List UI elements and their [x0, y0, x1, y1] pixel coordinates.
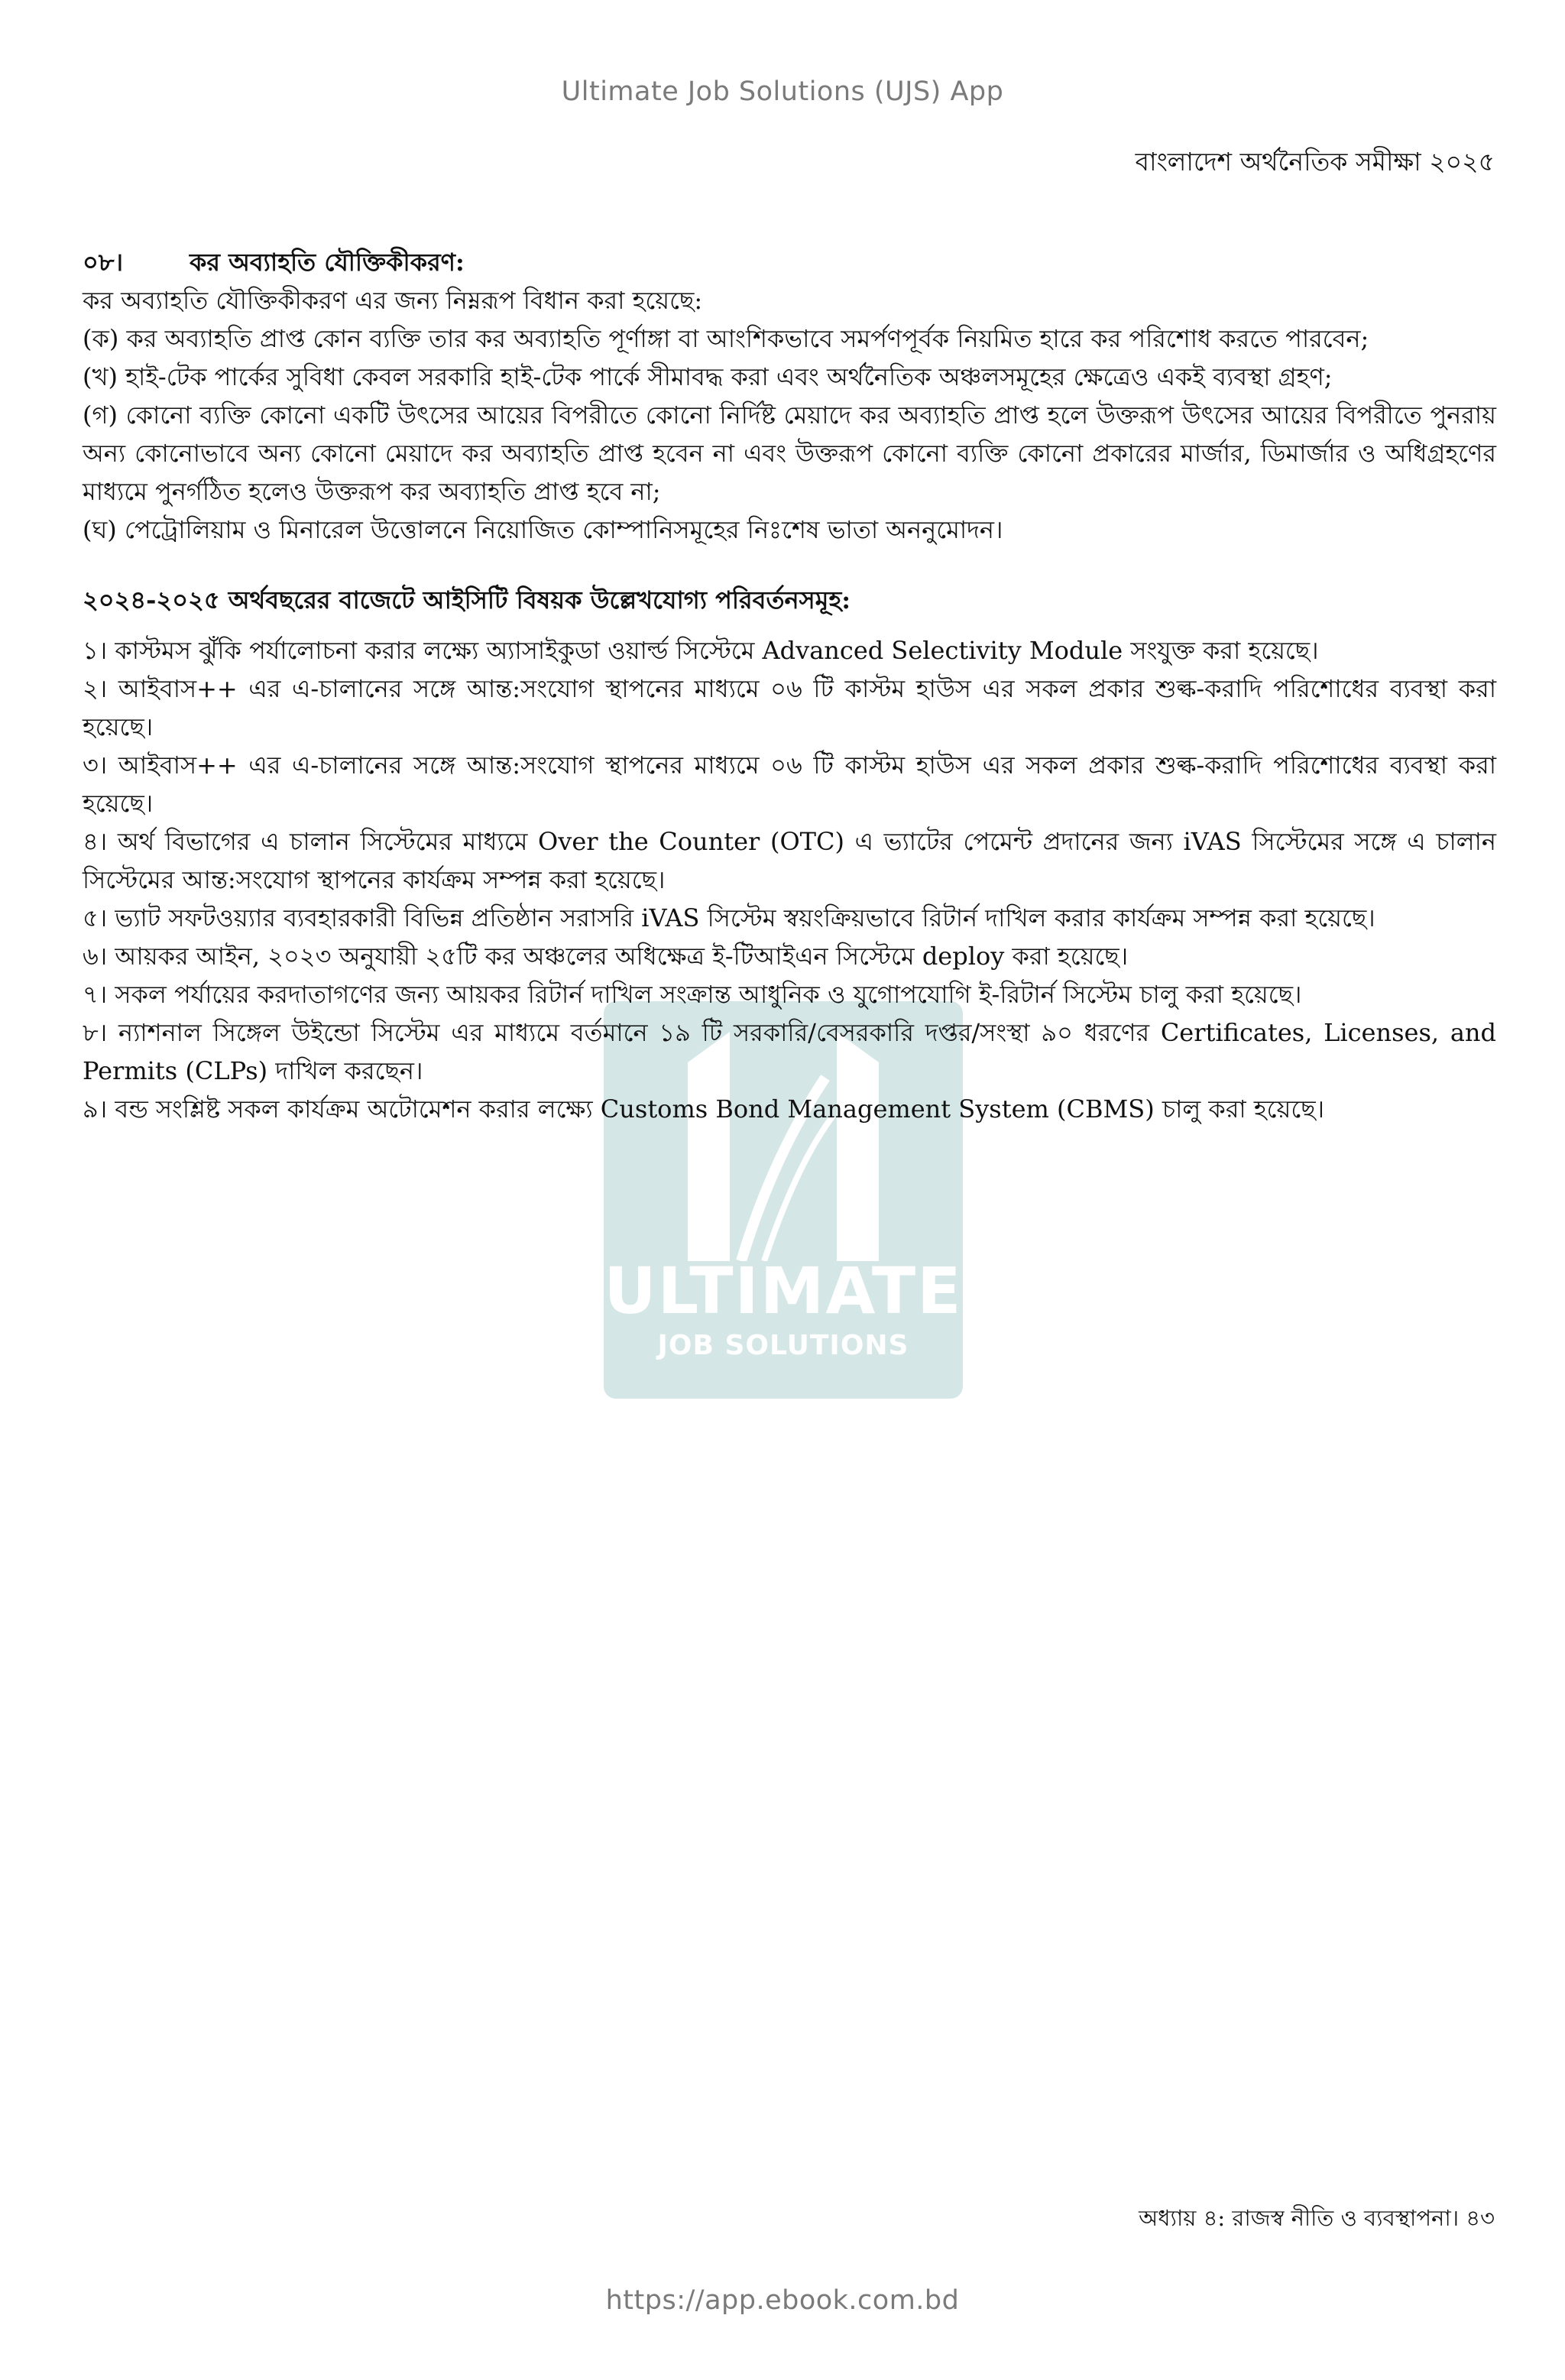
- section-item-gha: (ঘ) পেট্রোলিয়াম ও মিনারেল উত্তোলনে নিয়োজিত কোম্পানিসমূহের নিঃশেষ ভাতা অননুমোদন।: [83, 515, 1003, 544]
- ict-item-1: ১। কাস্টমস ঝুঁকি পর্যালোচনা করার লক্ষ্যে অ্যাসাইকুডা ওয়ার্ল্ড সিস্টেমে Advanced Selectivity Module সংযুক্ত করা হয়েছে।: [83, 636, 1319, 665]
- section-intro: কর অব্যাহতি যৌক্তিকীকরণ এর জন্য নিম্নরূপ বিধান করা হয়েছে:: [83, 286, 703, 315]
- document-header: বাংলাদেশ অর্থনৈতিক সমীক্ষা ২০২৫: [1135, 147, 1495, 177]
- section-item-ka: (ক) কর অব্যাহতি প্রাপ্ত কোন ব্যক্তি তার কর অব্যাহতি পূর্ণাঙ্গা বা আংশিকভাবে সমর্পণপূর্বক নিয়মিত হারে কর পরিশোধ করতে পারবেন;: [83, 324, 1369, 353]
- spacer: [83, 549, 1496, 564]
- ict-item-7: ৭। সকল পর্যায়ের করদাতাগণের জন্য আয়কর রিটার্ন দাখিল সংক্রান্ত আধুনিক ও যুগোপযোগি ই-রিটার্ন সিস্টেম চালু করা হয়েছে।: [83, 980, 1302, 1009]
- ict-item-5: ৫। ভ্যাট সফটওয়্যার ব্যবহারকারী বিভিন্ন প্রতিষ্ঠান সরাসরি iVAS সিস্টেম স্বয়ংক্রিয়ভাবে রিটার্ন দাখিল করার কার্যক্রম সম্পন্ন করা হয়েছে।: [83, 903, 1375, 932]
- section-title: কর অব্যাহতি যৌক্তিকীকরণ:: [190, 248, 465, 277]
- section-number: ০৮।: [83, 248, 124, 277]
- section-item-ga: (গ) কোনো ব্যক্তি কোনো একটি উৎসের আয়ের বিপরীতে কোনো নির্দিষ্ট মেয়াদে কর অব্যাহতি প্রাপ্ত হলে উক্তরূপ উৎসের আয়ের বিপরীতে পুনরায় অন্য কোনোভাবে অন্য কোনো মেয়াদে কর অব্যাহতি প্রাপ্ত হবেন না এবং উক্তরূপ কোনো ব্যক্তি কোনো প্রকারের মার্জার, ডিমার্জার ও অধিগ্রহণের মাধ্যমে পুনর্গঠিত হলেও উক্তরূপ কর অব্যাহতি প্রাপ্ত হবে না;: [83, 400, 1496, 506]
- ict-item-8: ৮। ন্যাশনাল সিঙ্গেল উইন্ডো সিস্টেম এর মাধ্যমে বর্তমানে ১৯ টি সরকারি/বেসরকারি দপ্তর/সংস্থা ৯০ ধরণের Certificates, Licenses, and Permits (CLPs) দাখিল করছেন।: [83, 1018, 1496, 1085]
- watermark-title: ULTIMATE: [604, 1253, 963, 1328]
- ict-heading: ২০২৪-২০২৫ অর্থবছরের বাজেটে আইসিটি বিষয়ক উল্লেখযোগ্য পরিবর্তনসমূহ:: [83, 585, 851, 614]
- footer-url[interactable]: https://app.ebook.com.bd: [605, 2285, 960, 2316]
- ict-item-3: ৩। আইবাস++ এর এ-চালানের সঙ্গে আন্ত:সংযোগ স্থাপনের মাধ্যমে ০৬ টি কাস্টম হাউস এর সকল প্রকার শুল্ক-করাদি পরিশোধের ব্যবস্থা করা হয়েছে।: [83, 751, 1496, 818]
- ict-item-6: ৬। আয়কর আইন, ২০২৩ অনুযায়ী ২৫টি কর অঞ্চলের অধিক্ষেত্র ই-টিআইএন সিস্টেমে deploy করা হয়েছে।: [83, 942, 1129, 971]
- watermark-subtitle: JOB SOLUTIONS: [657, 1330, 909, 1361]
- ict-item-2: ২। আইবাস++ এর এ-চালানের সঙ্গে আন্ত:সংযোগ স্থাপনের মাধ্যমে ০৬ টি কাস্টম হাউস এর সকল প্রকার শুল্ক-করাদি পরিশোধের ব্যবস্থা করা হয়েছে।: [83, 674, 1496, 741]
- ict-item-4: ৪। অর্থ বিভাগের এ চালান সিস্টেমের মাধ্যমে Over the Counter (OTC) এ ভ্যাটের পেমেন্ট প্রদানের জন্য iVAS সিস্টেমের সঙ্গে এ চালান সিস্টেমের আন্ত:সংযোগ স্থাপনের কার্যক্রম সম্পন্ন করা হয়েছে।: [83, 827, 1496, 894]
- footer-chapter: অধ্যায় ৪: রাজস্ব নীতি ও ব্যবস্থাপনা। ৪৩: [1139, 2205, 1495, 2231]
- app-title: Ultimate Job Solutions (UJS) App: [561, 76, 1004, 107]
- document-body: [83, 243, 1496, 1128]
- section-heading: [83, 243, 1496, 281]
- ict-item-9: ৯। বন্ড সংশ্লিষ্ট সকল কার্যক্রম অটোমেশন করার লক্ষ্যে Customs Bond Management System (CBMS) চালু করা হয়েছে।: [83, 1094, 1325, 1124]
- section-item-kha: (খ) হাই-টেক পার্কের সুবিধা কেবল সরকারি হাই-টেক পার্কে সীমাবদ্ধ করা এবং অর্থনৈতিক অঞ্চলসমূহের ক্ষেত্রেও একই ব্যবস্থা গ্রহণ;: [83, 362, 1333, 391]
